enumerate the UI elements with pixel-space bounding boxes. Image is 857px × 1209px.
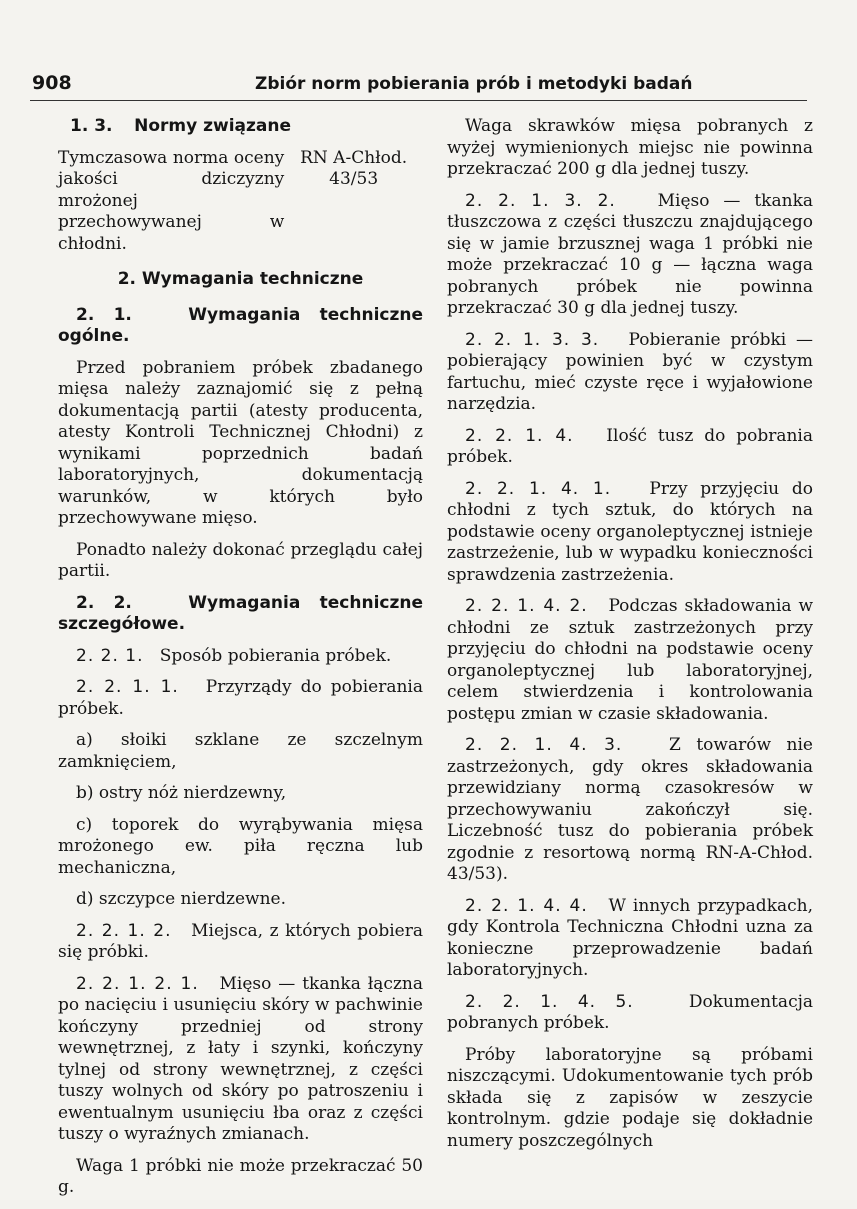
- section-number: 2. 2. 1. 1.: [76, 677, 179, 697]
- section-title: Wymagania techniczne ogólne.: [58, 304, 423, 346]
- section-2-2-1: [58, 646, 423, 668]
- section-text: W innych przypadkach, gdy Kontrola Techniczna Chłodni uzna za konieczne przeprowadzenie badań laboratoryjnych.: [447, 895, 814, 980]
- related-norms-table: [58, 148, 423, 256]
- section-number: 2. 2. 1. 2.: [76, 920, 172, 941]
- list-item: b) ostry nóż nierdzewny,: [76, 783, 287, 803]
- section-2-2-1-4-1: [447, 479, 813, 587]
- section-2-2-1-4-3: [447, 735, 813, 886]
- section-number: 1. 3.: [70, 116, 113, 136]
- section-number: 2. 2. 1. 4. 4.: [465, 895, 588, 916]
- section-2-heading: 2. Wymagania techniczne: [117, 269, 364, 289]
- section-number: 2. 2. 1. 4. 3.: [465, 735, 623, 755]
- running-title: Zbiór norm pobierania prób i metodyki badań: [255, 74, 693, 94]
- section-2-2-1-3-2: [447, 191, 813, 320]
- table-row: [58, 148, 423, 256]
- section-title: Wymagania techniczne szczegółowe.: [58, 592, 423, 634]
- section-text: Pobieranie próbki — pobierający powinien być w czystym fartuchu, mieć czyste ręce i wyjałowione narzędzia.: [447, 329, 813, 414]
- page-number: 908: [32, 72, 72, 94]
- paragraph: Przed pobraniem próbek zbadanego mięsa należy zaznajomić się z pełną dokumentacją partii (atesty producenta, atesty Kontroli Technicznej Chłodni) z wynikami poprzednich badań laboratoryjnych, dokumentacją warunków, w których było przechowywane mięso.: [58, 357, 423, 528]
- section-text: Z towarów nie zastrzeżonych, gdy okres składowania przewidziany normą czasokresów w przechowywaniu zakończył się. Liczebność tusz do pobierania próbek zgodnie z resortową normą RN-A-Chłod. 43/53).: [447, 735, 813, 884]
- section-number: 2. 2. 1.: [76, 645, 144, 666]
- norm-description: Tymczasowa norma oceny jakości dziczyzny mrożonej przechowywanej w chłodni.: [58, 147, 285, 254]
- section-2-2-1-2-1: [58, 974, 423, 1146]
- section-text: Przy przyjęciu do chłodni z tych sztuk, do których na podstawie oceny organoleptycznej istnieje zastrzeżenie, lub w wypadku konieczności sprawdzenia zastrzeżenia.: [447, 478, 813, 585]
- section-number: 2. 2. 1. 3. 3.: [465, 329, 600, 350]
- section-1-3-heading: [70, 116, 423, 138]
- list-item: a) słoiki szklane ze szczelnym zamknięciem,: [58, 730, 423, 772]
- paragraph: Waga skrawków mięsa pobranych z wyżej wymienionych miejsc nie powinna przekraczać 200 g dla jednej tuszy.: [447, 116, 813, 179]
- paragraph: Ponadto należy dokonać przeglądu całej partii.: [58, 539, 423, 581]
- section-2-2-1-3-3: [447, 330, 813, 416]
- section-number: 2. 2. 1. 2. 1.: [76, 973, 199, 994]
- header-rule: [30, 100, 807, 101]
- section-text: Podczas składowania w chłodni ze sztuk zastrzeżonych przy przyjęciu do chłodni na podstawie oceny organoleptycznej lub laboratoryjnej, celem stwierdzenia i kontrolowania postępu zmian w czasie składowania.: [447, 596, 813, 724]
- section-2-2-1-2: [58, 921, 423, 964]
- section-2-2-1-4: [447, 426, 813, 469]
- right-column: [447, 116, 813, 1162]
- section-number: 2. 1.: [76, 304, 132, 325]
- section-2-2-heading: [58, 593, 423, 636]
- norm-code: RN A-Chłod. 43/53: [300, 147, 408, 189]
- section-number: 2. 2. 1. 3. 2.: [465, 190, 616, 211]
- section-number: 2. 2. 1. 4. 2.: [465, 596, 588, 616]
- section-text: Miejsca, z których pobiera się próbki.: [58, 920, 423, 962]
- section-title: Normy związane: [134, 116, 292, 136]
- section-text: Dokumentacja pobranych próbek.: [447, 991, 813, 1033]
- section-text: Mięso — tkanka tłuszczowa z części tłuszczu znajdującego się w jamie brzusznej waga 1 próbki nie może przekraczać 10 g — łączna waga pobranych próbek nie powinna przekraczać 30 g dla jednej tuszy.: [447, 190, 814, 318]
- section-2-2-1-1: [58, 677, 423, 720]
- section-text: Sposób pobierania próbek.: [159, 645, 392, 666]
- section-text: Przyrządy do pobierania próbek.: [58, 677, 423, 719]
- section-2-2-1-4-2: [447, 596, 813, 725]
- section-number: 2. 2. 1. 4.: [465, 425, 574, 446]
- section-2-1-heading: [58, 305, 423, 348]
- section-number: 2. 2. 1. 4. 5.: [465, 991, 634, 1012]
- section-number: 2. 2. 1. 4. 1.: [465, 478, 612, 499]
- section-text: Ilość tusz do pobrania próbek.: [447, 425, 813, 467]
- section-2-2-1-4-5: [447, 992, 813, 1035]
- list-item: d) szczypce nierdzewne.: [76, 889, 286, 909]
- list-item: c) toporek do wyrąbywania mięsa mrożonego ew. piła ręczna lub mechaniczna,: [58, 814, 423, 878]
- left-column: [58, 116, 423, 1209]
- section-text: Mięso — tkanka łączna po nacięciu i usunięciu skóry w pachwinie kończyny przedniej od strony wewnętrznej, z łaty i szynki, kończyny tylnej od strony wewnętrznej, z części tuszy wolnych od skóry po patroszeniu i ewentualnym usunięciu łba oraz z części tuszy o wyraźnych zmianach.: [58, 973, 423, 1144]
- paragraph: Próby laboratoryjne są próbami niszczącymi. Udokumentowanie tych prób składa się z zapisów w zeszycie kontrolnym. gdzie podaje się dokładnie numery poszczególnych: [447, 1044, 813, 1151]
- section-2-2-1-4-4: [447, 896, 813, 982]
- paragraph: Waga 1 próbki nie może przekraczać 50 g.: [58, 1155, 423, 1197]
- section-number: 2. 2.: [76, 592, 132, 613]
